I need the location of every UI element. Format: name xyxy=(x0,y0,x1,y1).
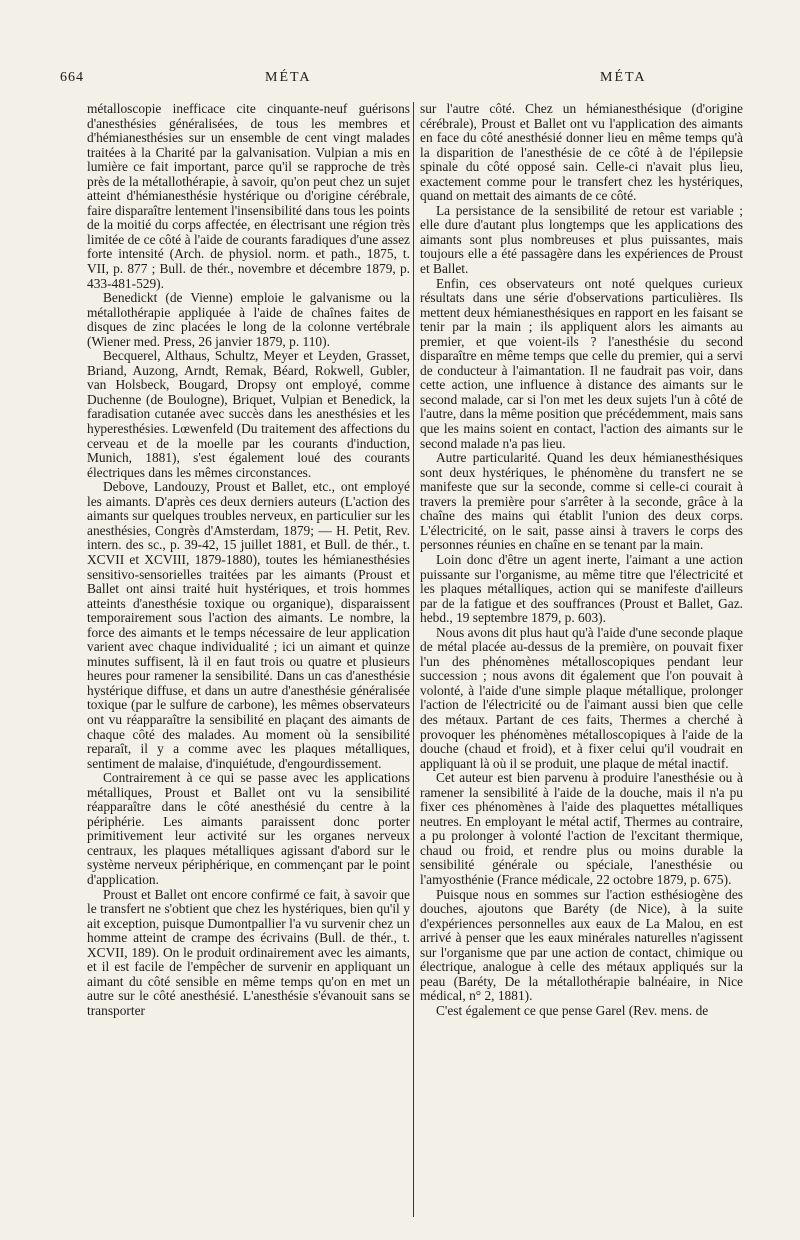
paragraph: Puisque nous en sommes sur l'action esthésiogène des douches, ajoutons que Baréty (de Nice), à la suite d'expériences personnelles aux eaux de La Malou, en est arrivé à penser que les eaux minérales naturelles n'agissent sur l'organisme que par une action de contact, chimique ou électrique, analogue à celle des métaux appliqués sur la peau (Baréty, De la métallothérapie balnéaire, in Nice médical, n° 2, 1881). xyxy=(420,886,743,1004)
paragraph: Autre particularité. Quand les deux hémianesthésiques sont deux hystériques, le phénomène du transfert ne se manifeste que sur la seconde, comme si celle-ci courait à travers la première pour s'arrêter à la seconde, grâce à la chaîne des mains qui établit l'union des deux corps. L'électricité, on le sait, passe ainsi à travers le corps des personnes réunies en chaîne en se tenant par la main. xyxy=(420,450,743,553)
paragraph: Benedickt (de Vienne) emploie le galvanisme ou la métallothérapie appliquée à l'aide de chaînes faites de disques de zinc placées le long de la colonne vertébrale (Wiener med. Press, 26 janvier 1879, p. 110). xyxy=(87,290,410,349)
paragraph: Becquerel, Althaus, Schultz, Meyer et Leyden, Grasset, Briand, Auzong, Arndt, Remak, Béard, Rokwell, Gubler, van Holsbeck, Bougard, Dropsy ont employé, comme Duchenne (de Boulogne), Briquet, Vulpian et Benedick, la faradisation cutanée avec succès dans les anesthésies et les hyperesthésies. Lœwenfeld (Du traitement des affections du cerveau et de la moelle par les courants d'induction, Munich, 1881), s'est également loué des courants électriques dans les mêmes circonstances. xyxy=(87,348,410,480)
paragraph: sur l'autre côté. Chez un hémianesthésique (d'origine cérébrale), Proust et Ballet ont vu l'application des aimants en face du côté anesthésié donner lieu en même temps qu'à la disparition de l'anesthésie de ce côté à de l'épilepsie spinale du côté opposé sain. Celle-ci n'avait plus lieu, exactement comme pour le transfert chez les hystériques, quand on mettait des aimants de ce côté. xyxy=(420,102,743,204)
paragraph: Contrairement à ce qui se passe avec les applications métalliques, Proust et Ballet ont vu la sensibilité réapparaître dans le côté anesthésié du centre à la périphérie. Les aimants paraissent donc porter primitivement leur activité sur les organes nerveux centraux, les plaques métalliques agissant d'abord sur le système nerveux périphérique, en commençant par le point d'application. xyxy=(87,770,410,887)
paragraph: Proust et Ballet ont encore confirmé ce fait, à savoir que le transfert ne s'obtient que chez les hystériques, bien qu'il y ait exception, puisque Dumontpallier l'a vu survenir chez un homme atteint de crampe des écrivains (Bull. de thér., t. XCVII, 189). On le produit ordinairement avec les aimants, et il est facile de l'empêcher de survenir en appliquant un aimant du côté sensible en même temps qu'on en met un autre sur le côté anesthésié. L'anesthésie s'évanouit sans se transporter xyxy=(87,886,410,1018)
left-column xyxy=(87,102,410,1217)
right-column xyxy=(420,102,743,1217)
paragraph: La persistance de la sensibilité de retour est variable ; elle dure d'autant plus longtemps que les applications des aimants sont plus nombreuses et plus puissantes, mais toujours elle a été passagère dans les expériences de Proust et Ballet. xyxy=(420,202,743,277)
paragraph: métalloscopie inefficace cite cinquante-neuf guérisons d'anesthésies généralisées, de tous les membres et d'hémianesthésies sur un ensemble de cent vingt malades traitées à la Charité par la galvanisation. Vulpian a mis en lumière ce fait important, parce qu'il se rapproche de très près de la métallothérapie, à savoir, qu'on peut chez un sujet atteint d'hémianesthésie hystérique ou d'origine cérébrale, faire disparaître lentement l'insensibilité dans tous les points de la moitié du corps affectée, en électrisant une région très limitée de ce côté à l'aide de courants faradiques d'une assez forte intensité (Arch. de physiol. norm. et path., 1875, t. VII, p. 877 ; Bull. de thér., novembre et décembre 1879, p. 433-481-529). xyxy=(87,102,410,291)
paragraph: Loin donc d'être un agent inerte, l'aimant a une action puissante sur l'organisme, au même titre que l'électricité et les plaques métalliques, action qui se manifeste d'ailleurs par de la fatigue et des souffrances (Proust et Ballet, Gaz. hebd., 19 septembre 1879, p. 603). xyxy=(420,551,743,626)
running-header xyxy=(60,70,750,92)
paragraph: C'est également ce que pense Garel (Rev. mens. de xyxy=(436,1002,709,1018)
paragraph: Nous avons dit plus haut qu'à l'aide d'une seconde plaque de métal placée au-dessus de la première, on pouvait fixer l'un des phénomènes métalloscopiques pendant leur succession ; nous avons dit également que l'on pouvait à volonté, à l'aide d'une simple plaque métallique, prolonger l'action de l'électricité ou de l'aimant aussi bien que celle des métaux. Partant de ces faits, Thermes a cherché à provoquer les phénomènes métalloscopiques à l'aide de la douche (chaud et froid), et à fixer celui qu'il voudrait en appliquant là où il se produit, une plaque de métal inactif. xyxy=(420,624,743,771)
paragraph: Debove, Landouzy, Proust et Ballet, etc., ont employé les aimants. D'après ces deux derniers auteurs (L'action des aimants sur quelques troubles nerveux, en particulier sur les anesthésies, Congrès d'Amsterdam, 1879; — H. Petit, Rev. intern. des sc., p. 39-42, 15 juillet 1881, et Bull. de thér., t. XCVII et XCVIII, 1879-1880), toutes les hémianesthésies sensitivo-sensorielles traitées par les aimants (Proust et Ballet ont ainsi traité huit hystériques, et trois hommes atteints d'anesthésie toxique ou organique), disparaissent temporairement sous l'action des aimants. Le nombre, la force des aimants et le temps nécessaire de leur application varient avec chaque individualité ; ici un aimant et quinze minutes suffisent, là il en faut trois ou quatre et plusieurs heures pour ramener la sensibilité. Dans un cas d'anesthésie hystérique diffuse, et dans un autre d'anesthésie généralisée toxique (par le sulfure de carbone), les mêmes observateurs ont vu réapparaître la sensibilité en plaçant des aimants de chaque côté des malades. Au moment où la sensibilité reparaît, il y a comme avec les plaques métalliques, sentiment de malaise, d'inquiétude, d'engourdissement. xyxy=(87,479,410,771)
column-divider xyxy=(413,102,414,1217)
running-title-left: MÉTA xyxy=(265,70,312,85)
paragraph: Enfin, ces observateurs ont noté quelques curieux résultats dans une série d'observations particulières. Ils mettent deux hémianesthésiques en rapport en les faisant se tenir par la main ; ils appliquent alors les aimants au premier, et que voient-ils ? l'anesthésie du second disparaître en même temps que celle du premier, qui a servi de conducteur à l'aimantation. Il ne faudrait pas voir, dans cette action, une influence à distance des aimants sur le second malade, car si l'on met les deux sujets l'un à côté de l'autre, dans la même position que précédemment, mais sans que les mains soient en contact, l'action des aimants sur le second malade n'a pas lieu. xyxy=(420,275,743,451)
page-number: 664 xyxy=(60,70,84,85)
paragraph: Cet auteur est bien parvenu à produire l'anesthésie ou à ramener la sensibilité à l'aide de la douche, mais il n'a pu fixer ces phénomènes à l'aide des plaquettes métalliques neutres. En employant le métal actif, Thermes au contraire, a pu prolonger à volonté l'action de l'excitant thermique, chaud ou froid, et rendre plus ou moins durable la sensibilité générale ou spéciale, l'anesthésie ou l'amyosthénie (France médicale, 22 octobre 1879, p. 675). xyxy=(420,770,743,887)
running-title-right: MÉTA xyxy=(600,70,647,85)
